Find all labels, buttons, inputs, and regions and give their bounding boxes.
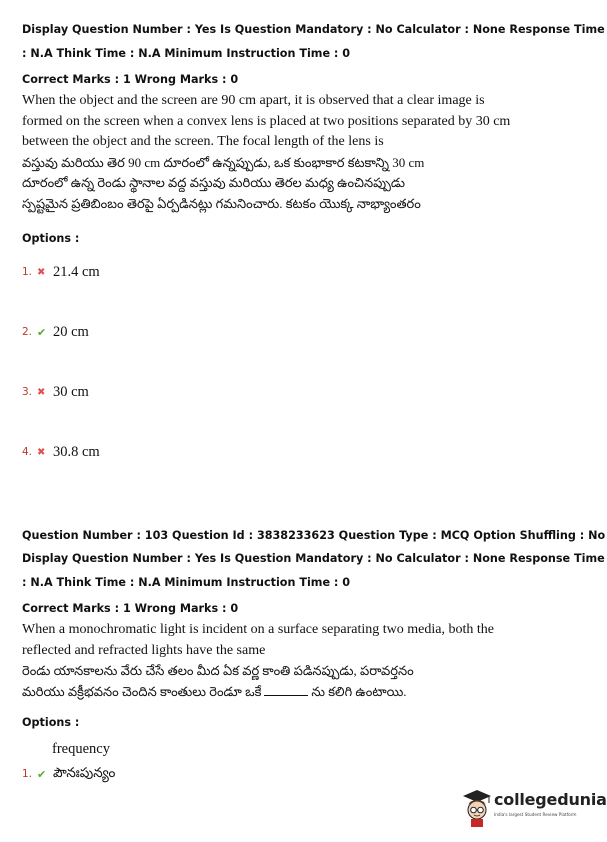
answer-blank: [264, 685, 308, 696]
cross-icon: ✖: [37, 446, 46, 458]
option-text: 21.4 cm: [53, 263, 100, 280]
option-number: 4.: [22, 446, 33, 458]
q1-text-line: When the object and the screen are 90 cm apart, it is observed that a clear image is: [22, 93, 485, 108]
option-text: 20 cm: [53, 323, 89, 340]
q2-marks: Correct Marks : 1 Wrong Marks : 0: [22, 602, 239, 615]
q2-text-line: reflected and refracted lights have the same: [22, 642, 266, 658]
collegedunia-logo: [462, 788, 607, 832]
q1-options-label: Options :: [22, 232, 80, 245]
q2-text-after-blank: ను కలిగి ఉంటాయి.: [311, 683, 407, 699]
q2-text-line-telugu: [22, 682, 582, 703]
option-text: 30.8 cm: [53, 443, 100, 460]
cross-icon: ✖: [37, 386, 46, 398]
q1-text-line-telugu: దూరంలో ఉన్న రెండు స్థానాల వద్ద వస్తువు మరియు తెరల మధ్య ఉంచినప్పుడు: [22, 175, 406, 190]
option-number: 1.: [22, 768, 33, 780]
q1-question-text: [22, 91, 582, 214]
q2-meta-line-1: Question Number : 103 Question Id : 3838233623 Question Type : MCQ Option Shuffling : No: [22, 529, 606, 542]
q2-options-label: Options :: [22, 716, 80, 729]
logo-tagline: India's largest Student Review Platform: [494, 812, 577, 817]
q1-text-line: formed on the screen when a convex lens is placed at two positions separated by 30 cm: [22, 113, 511, 129]
option-number: 2.: [22, 326, 33, 338]
q1-option-3[interactable]: [22, 382, 89, 402]
q1-meta-line-2: : N.A Think Time : N.A Minimum Instruction Time : 0: [22, 47, 351, 60]
option-number: 1.: [22, 266, 33, 278]
cross-icon: ✖: [37, 266, 46, 278]
q1-option-1[interactable]: [22, 262, 100, 282]
q1-text-line-telugu: స్పష్టమైన ప్రతిబింబం తెరపై ఏర్పడినట్లు గమనించారు. కటకం యొక్క నాభ్యాంతరం: [22, 195, 421, 211]
q2-text-line: When a monochromatic light is incident on a surface separating two media, both the: [22, 622, 494, 637]
q1-meta-line-1: Display Question Number : Yes Is Question Mandatory : No Calculator : None Response Time: [22, 23, 605, 36]
option-number: 3.: [22, 386, 33, 398]
q1-marks: Correct Marks : 1 Wrong Marks : 0: [22, 73, 239, 86]
check-icon: ✔: [37, 325, 47, 339]
q1-option-2[interactable]: [22, 322, 89, 342]
q2-option-1-text-en: frequency: [52, 741, 110, 757]
q2-text-before-blank: మరియు వక్రీభవనం చెందిన కాంతులు రెండూ ఒకే: [22, 683, 262, 699]
q2-meta-line-2: Display Question Number : Yes Is Question Mandatory : No Calculator : None Response Time: [22, 552, 605, 565]
q1-text-line-telugu: వస్తువు మరియు తెర 90 cm దూరంలో ఉన్నప్పుడు, ఒక కుంభాకార కటకాన్ని 30 cm: [22, 154, 425, 170]
q2-question-text: [22, 620, 582, 702]
q2-text-line-telugu: రెండు యానకాలను వేరు చేసే తలం మీద ఏక వర్ణ కాంతి పడినప్పుడు, పరావర్తనం: [22, 663, 414, 678]
q1-text-line: between the object and the screen. The focal length of the lens is: [22, 134, 384, 149]
option-text-telugu: పౌనఃపున్యం: [53, 764, 116, 780]
option-text: 30 cm: [53, 383, 89, 400]
q2-meta-line-3: : N.A Think Time : N.A Minimum Instruction Time : 0: [22, 576, 351, 589]
student-mascot-icon: [462, 788, 492, 828]
q1-option-4[interactable]: [22, 442, 100, 462]
q2-option-1[interactable]: [22, 764, 115, 784]
check-icon: ✔: [37, 767, 47, 781]
logo-wordmark: collegedunia: [494, 790, 607, 809]
